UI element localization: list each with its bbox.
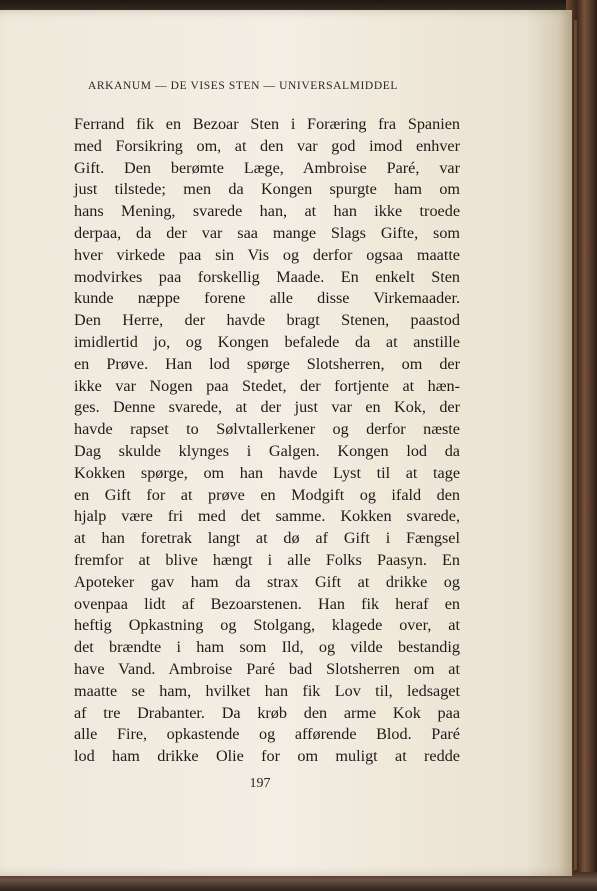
text-line: af tre Drabanter. Da krøb den arme Kok paa bbox=[74, 703, 460, 722]
text-line: fremfor at blive hængt i alle Folks Paasyn. En bbox=[74, 550, 460, 569]
text-line: at han foretrak langt at dø af Gift i Fængsel bbox=[74, 529, 460, 548]
text-line: maatte se ham, hvilket han fik Lov til, ledsaget bbox=[74, 681, 460, 700]
text-line: en Gift for at prøve en Modgift og ifald den bbox=[74, 485, 460, 504]
page-number: 197 bbox=[249, 776, 271, 791]
text-line: lod ham drikke Olie for om muligt at redde bbox=[74, 747, 460, 766]
text-line: hver virkede paa sin Vis og derfor ogsaa maatte bbox=[74, 245, 460, 264]
body-text bbox=[74, 114, 460, 768]
text-line: imidlertid jo, og Kongen befalede da at anstille bbox=[74, 332, 460, 351]
text-line: just tilstede; men da Kongen spurgte ham om bbox=[74, 180, 460, 199]
text-line: Den Herre, der havde bragt Stenen, paastod bbox=[74, 311, 460, 330]
text-line: hans Mening, svarede han, at han ikke troede bbox=[74, 202, 460, 221]
text-line: modvirkes paa forskellig Maade. En enkelt Sten bbox=[74, 267, 460, 286]
text-line: kunde næppe forene alle disse Virkemaader. bbox=[74, 289, 460, 308]
text-line: havde rapset to Sølvtallerkener og derfor næste bbox=[74, 420, 460, 439]
text-line: Apoteker gav ham da strax Gift at drikke og bbox=[74, 572, 460, 591]
text-line: Gift. Den berømte Læge, Ambroise Paré, var bbox=[74, 158, 460, 177]
text-line: ges. Denne svarede, at der just var en Kok, der bbox=[74, 398, 460, 417]
text-line: Ferrand fik en Bezoar Sten i Foræring fra Spanien bbox=[74, 115, 460, 133]
text-line: derpaa, da der var saa mange Slags Gifte, som bbox=[74, 223, 460, 242]
text-line: alle Fire, opkastende og afførende Blod. Paré bbox=[74, 725, 460, 744]
running-head: ARKANUM — DE VISES STEN — UNIVERSALMIDDEL bbox=[88, 80, 398, 92]
text-line: hjalp være fri med det samme. Kokken svarede, bbox=[74, 507, 460, 526]
text-line: en Prøve. Han lod spørge Slotsherren, om der bbox=[74, 354, 460, 373]
text-line: Kokken spørge, om han havde Lyst til at tage bbox=[74, 463, 460, 482]
text-line: ikke var Nogen paa Stedet, der fortjente at hæn- bbox=[74, 376, 460, 395]
text-line: med Forsikring om, at den var god imod enhver bbox=[74, 136, 460, 155]
text-line: have Vand. Ambroise Paré bad Slotsherren om at bbox=[74, 659, 460, 678]
text-line: ovenpaa lidt af Bezoarstenen. Han fik heraf en bbox=[74, 594, 460, 613]
text-line: Dag skulde klynges i Galgen. Kongen lod da bbox=[74, 441, 460, 460]
text-line: det brændte i ham som Ild, og vilde bestandig bbox=[74, 638, 460, 657]
text-line: heftig Opkastning og Stolgang, klagede over, at bbox=[74, 616, 460, 635]
